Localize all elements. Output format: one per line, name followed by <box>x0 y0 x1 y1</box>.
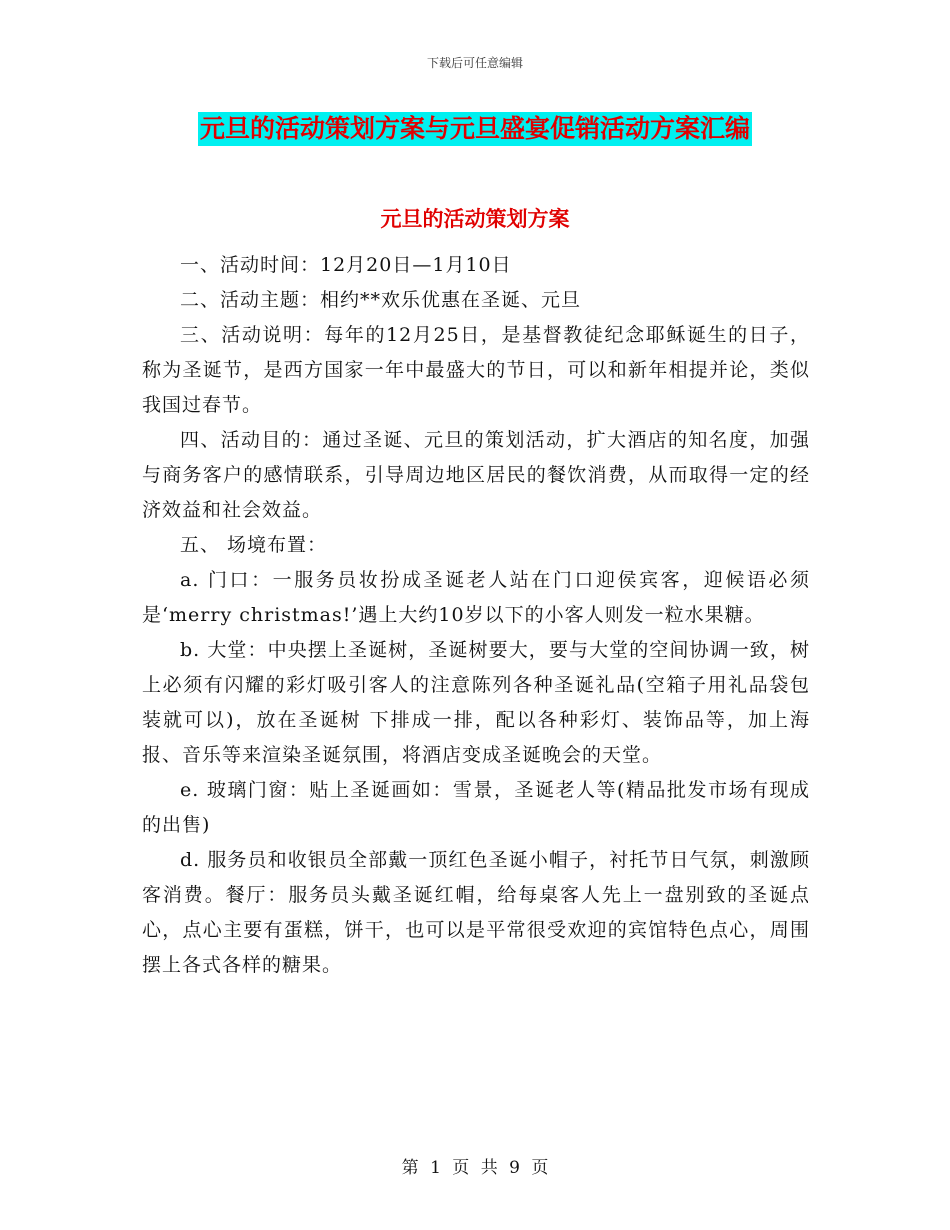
paragraph-staff: d. 服务员和收银员全部戴一顶红色圣诞小帽子，衬托节日气氛，刺激顾客消费。餐厅：服务员头戴圣诞红帽，给每桌客人先上一盘别致的圣诞点心，点心主要有蛋糕，饼干，也可以是平常很受欢迎的宾馆特色点心，周围摆上各式各样的糖果。 <box>142 849 810 976</box>
paragraph-entrance: a. 门口：一服务员妆扮成圣诞老人站在门口迎侯宾客，迎候语必须是‘merry christmas!’遇上大约10岁以下的小客人则发一粒水果糖。 <box>142 569 810 626</box>
paragraph-scene-layout: 五、 场境布置： <box>180 534 328 556</box>
paragraph-lobby: b. 大堂：中央摆上圣诞树，圣诞树要大，要与大堂的空间协调一致，树上必须有闪耀的彩灯吸引客人的注意陈列各种圣诞礼品(空箱子用礼品袋包装就可以)，放在圣诞树 下排成一排，配以各种彩灯、装饰品等，加上海报、音乐等来渲染圣诞氛围，将酒店变成圣诞晚会的天堂。 <box>142 639 810 766</box>
page-footer: 第 1 页 共 9 页 <box>401 1158 549 1178</box>
section-title: 元旦的活动策划方案 <box>380 206 570 231</box>
page-header: 下载后可任意编辑 <box>426 56 523 70</box>
paragraph-activity-theme: 二、活动主题：相约**欢乐优惠在圣诞、元旦 <box>180 289 582 311</box>
paragraph-activity-description: 三、活动说明：每年的12月25日，是基督教徒纪念耶稣诞生的日子，称为圣诞节，是西方国家一年中最盛大的节日，可以和新年相提并论，类似我国过春节。 <box>142 324 810 416</box>
paragraph-activity-purpose: 四、活动目的：通过圣诞、元旦的策划活动，扩大酒店的知名度，加强与商务客户的感情联系，引导周边地区居民的餐饮消费，从而取得一定的经济效益和社会效益。 <box>142 429 810 521</box>
paragraph-glass-doors: e. 玻璃门窗：贴上圣诞画如：雪景，圣诞老人等(精品批发市场有现成的出售) <box>142 779 810 836</box>
paragraph-activity-time: 一、活动时间：12月20日—1月10日 <box>180 254 512 276</box>
main-title-container <box>0 112 950 146</box>
main-title: 元旦的活动策划方案与元旦盛宴促销活动方案汇编 <box>198 112 752 146</box>
document-body <box>142 248 810 983</box>
